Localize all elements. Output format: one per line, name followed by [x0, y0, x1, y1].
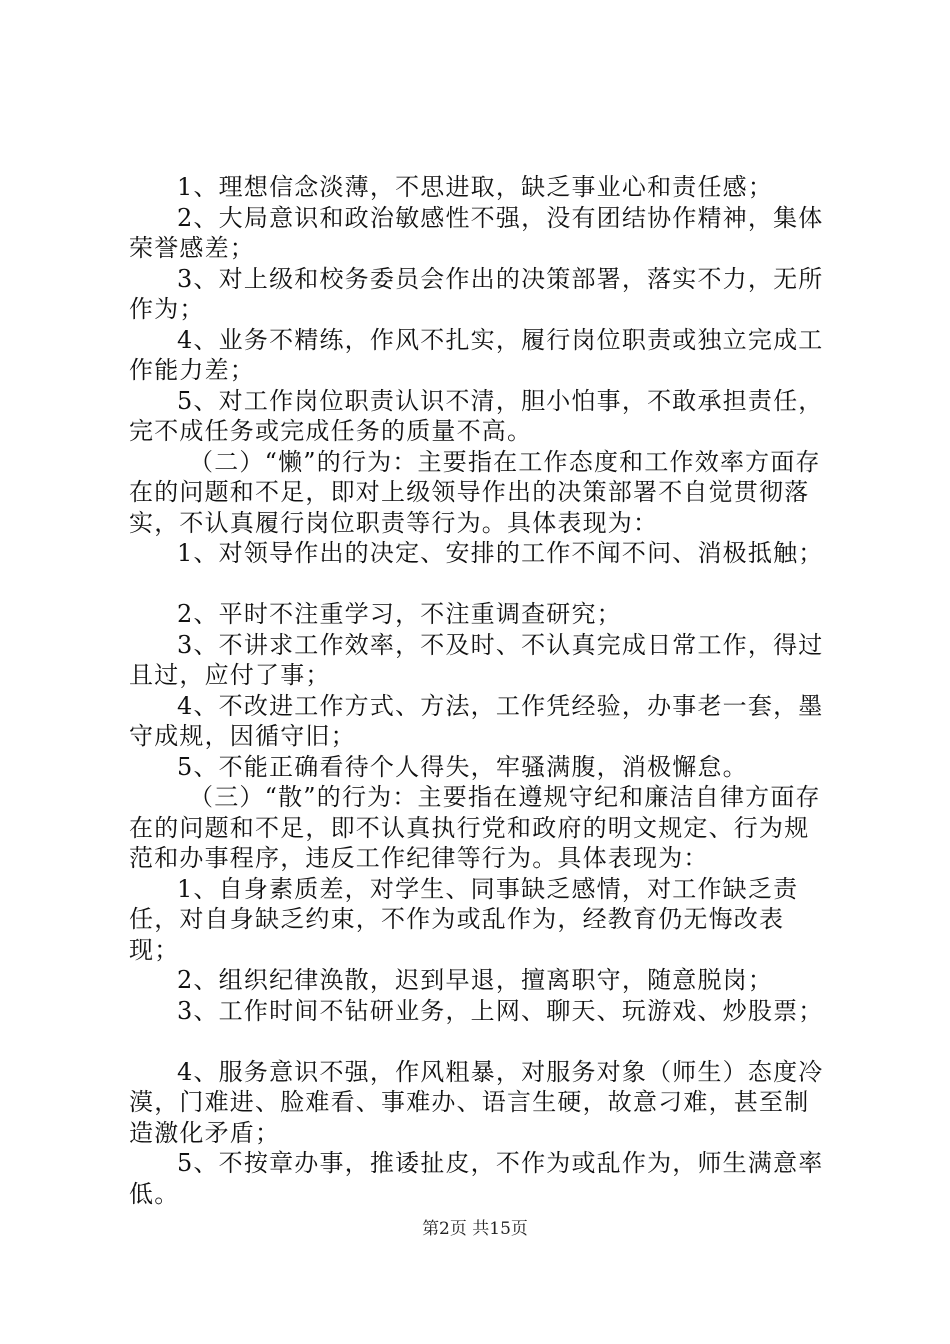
list-item-4: 4、业务不精练，作风不扎实，履行岗位职责或独立完成工作能力差； — [129, 325, 824, 384]
list-item-loose-1: 1、自身素质差，对学生、同事缺乏感情，对工作缺乏责任，对自身缺乏约束，不作为或乱作为，经教育仍无悔改表现； — [129, 874, 799, 964]
list-item-loose-3: 3、工作时间不钻研业务，上网、聊天、玩游戏、炒股票； — [177, 996, 824, 1025]
list-item-lazy-2: 2、平时不注重学习，不注重调查研究； — [177, 600, 622, 628]
list-item-2: 2、大局意识和政治敏感性不强，没有团结协作精神，集体荣誉感差； — [129, 203, 824, 262]
list-item-loose-5: 5、不按章办事，推诿扯皮，不作为或乱作为，师生满意率低。 — [129, 1149, 824, 1208]
section-loose-heading: （三）“散”的行为：主要指在遵规守纪和廉洁自律方面存在的问题和不足，即不认真执行党和政府的明文规定、行为规范和办事程序，违反工作纪律等行为。具体表现为： — [129, 783, 821, 872]
list-item-lazy-3: 3、不讲求工作效率，不及时、不认真完成日常工作，得过且过，应付了事； — [129, 630, 824, 689]
list-item-lazy-1: 1、对领导作出的决定、安排的工作不闻不问、消极抵触； — [177, 539, 824, 567]
list-item-lazy-5: 5、不能正确看待个人得失，牢骚满腹，消极懈怠。 — [177, 752, 748, 781]
list-item-3: 3、对上级和校务委员会作出的决策部署，落实不力，无所作为； — [129, 264, 824, 323]
list-item-5: 5、对工作岗位职责认识不清，胆小怕事，不敢承担责任，完不成任务或完成任务的质量不高。 — [129, 386, 824, 445]
list-item-loose-4: 4、服务意识不强，作风粗暴，对服务对象（师生）态度冷漠，门难进、脸难看、事难办、语言生硬，故意刁难，甚至制造激化矛盾； — [129, 1057, 824, 1147]
list-item-lazy-4: 4、不改进工作方式、方法，工作凭经验，办事老一套，墨守成规，因循守旧； — [129, 691, 824, 750]
blank-line — [129, 1026, 834, 1057]
section-lazy-heading: （二）“懒”的行为：主要指在工作态度和工作效率方面存在的问题和不足，即对上级领导作出的决策部署不自觉贯彻落实，不认真履行岗位职责等行为。具体表现为： — [129, 447, 821, 537]
document-body — [129, 172, 834, 1209]
list-item-loose-2: 2、组织纪律涣散，迟到早退，擅离职守，随意脱岗； — [177, 966, 774, 994]
blank-line — [129, 569, 834, 600]
list-item-1: 1、理想信念淡薄，不思进取，缺乏事业心和责任感； — [177, 173, 774, 201]
page-number-footer: 第2页 共15页 — [422, 1219, 528, 1239]
